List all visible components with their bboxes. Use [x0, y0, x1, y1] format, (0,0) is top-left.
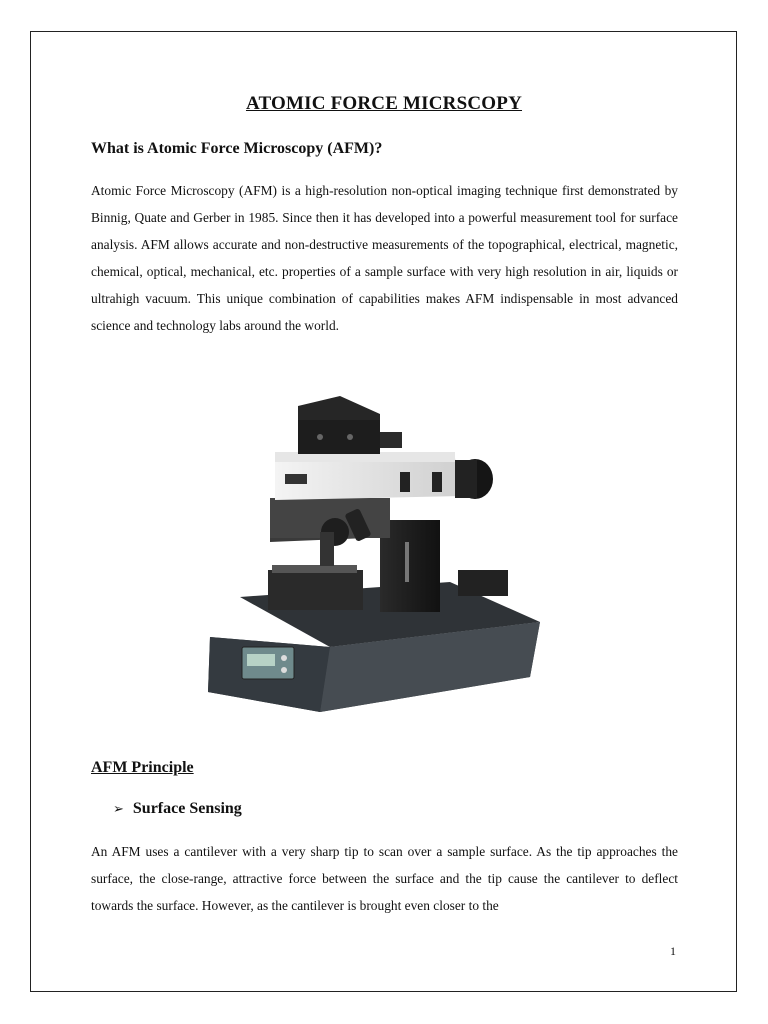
arrow-bullet-icon: ➢ [113, 801, 124, 817]
document-title: ATOMIC FORCE MICRSCOPY [245, 93, 523, 114]
page-number: 1 [670, 944, 676, 958]
subsection-surface-sensing [113, 800, 242, 818]
section-heading-what-is-afm: What is Atomic Force Microscopy (AFM)? [91, 140, 383, 157]
subsection-heading: Surface Sensing [132, 800, 242, 817]
principle-paragraph: An AFM uses a cantilever with a very sharp tip to scan over a sample surface. As the tip approaches the surface, the close-range, attractive force between the surface and the tip cause the cantilever to deflect towards the surface. However, as the cantilever is brought even closer to the [91, 844, 678, 913]
afm-microscope-image [200, 392, 550, 732]
intro-paragraph: Atomic Force Microscopy (AFM) is a high-resolution non-optical imaging technique first demonstrated by Binnig, Quate and Gerber in 1985. Since then it has developed into a powerful measurement tool for surface analysis. AFM allows accurate and non-destructive measurements of the topographical, electrical, magnetic, chemical, optical, mechanical, etc. properties of a sample surface with very high resolution in air, liquids or ultrahigh vacuum. This unique combination of capabilities makes AFM indispensable in most advanced science and technology labs around the world. [91, 183, 678, 333]
section-heading-afm-principle: AFM Principle [91, 759, 194, 776]
